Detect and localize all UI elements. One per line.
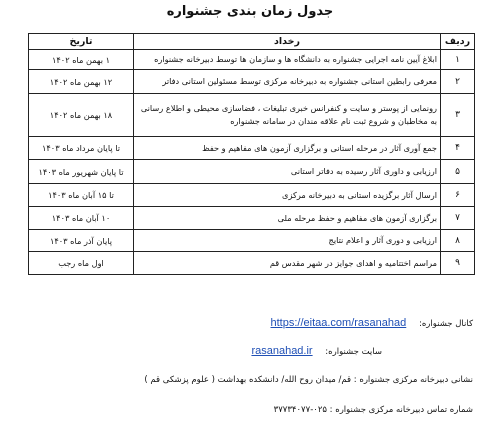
row-date: ۱۰ آبان ماه ۱۴۰۳ <box>29 207 134 230</box>
row-event: ارزیابی و دوری آثار و اعلام نتایج <box>134 230 441 252</box>
site-line <box>251 345 382 357</box>
phone-line: شماره تماس دبیرخانه مرکزی جشنواره : ۰۲۵-۳۷۷۳۴۰۷۷ <box>273 405 473 415</box>
row-number: ۶ <box>441 184 475 207</box>
row-date: ۱۲ بهمن ماه ۱۴۰۲ <box>29 70 134 94</box>
row-date: پایان آذر ماه ۱۴۰۳ <box>29 230 134 252</box>
row-date: تا ۱۵ آبان ماه ۱۴۰۳ <box>29 184 134 207</box>
row-event: جمع آوری آثار در مرحله استانی و برگزاری آزمون های مفاهیم و حفظ <box>134 137 441 160</box>
row-event: ابلاغ آیین نامه اجرایی جشنواره به دانشگاه ها و سازمان ها توسط دبیرخانه جشنواره <box>134 50 441 70</box>
row-number: ۹ <box>441 252 475 275</box>
table-row <box>29 230 475 252</box>
table-row <box>29 160 475 184</box>
row-number: ۲ <box>441 70 475 94</box>
table-row <box>29 70 475 94</box>
table-row <box>29 94 475 137</box>
row-date: ۱۸ بهمن ماه ۱۴۰۲ <box>29 94 134 137</box>
table-row <box>29 184 475 207</box>
row-number: ۴ <box>441 137 475 160</box>
row-event: برگزاری آزمون های مفاهیم و حفظ مرحله ملی <box>134 207 441 230</box>
site-label: سایت جشنواره: <box>325 347 382 357</box>
table-row <box>29 252 475 275</box>
table-row <box>29 50 475 70</box>
row-event: ارسال آثار برگزیده استانی به دبیرخانه مرکزی <box>134 184 441 207</box>
row-event: معرفی رابطین استانی جشنواره به دبیرخانه مرکزی توسط مسئولین استانی دفاتر <box>134 70 441 94</box>
row-number: ۸ <box>441 230 475 252</box>
row-event: رونمایی از پوستر و سایت و کنفرانس خبری تبلیغات ، فضاسازی محیطی و اطلاع رسانی به مخاطبان و شروع ثبت نام علاقه مندان در سامانه جشنواره <box>134 94 441 137</box>
row-date: اول ماه رجب <box>29 252 134 275</box>
row-number: ۳ <box>441 94 475 137</box>
row-number: ۱ <box>441 50 475 70</box>
channel-label: کانال جشنواره: <box>418 319 473 329</box>
row-number: ۵ <box>441 160 475 184</box>
site-link[interactable]: rasanahad.ir <box>251 345 313 357</box>
row-date: تا پایان شهریور ماه ۱۴۰۳ <box>29 160 134 184</box>
table-row <box>29 207 475 230</box>
header-date: تاریخ <box>29 34 134 50</box>
address-line: نشانی دبیرخانه مرکزی جشنواره : قم/ میدان روح الله/ دانشکده بهداشت ( علوم پزشکی قم ) <box>144 375 473 385</box>
row-event: مراسم اختتامیه و اهدای جوایز در شهر مقدس قم <box>134 252 441 275</box>
schedule-table <box>28 33 475 275</box>
row-number: ۷ <box>441 207 475 230</box>
table-header-row <box>29 34 475 50</box>
row-date: ۱ بهمن ماه ۱۴۰۲ <box>29 50 134 70</box>
row-event: ارزیابی و داوری آثار رسیده به دفاتر استانی <box>134 160 441 184</box>
channel-line <box>271 317 474 329</box>
row-date: تا پایان مرداد ماه ۱۴۰۳ <box>29 137 134 160</box>
channel-link[interactable]: https://eitaa.com/rasanahad <box>270 317 407 329</box>
header-event: رخداد <box>134 34 441 50</box>
page-title: جدول زمان بندی جشنواره <box>166 4 334 19</box>
header-row-number: ردیف <box>441 34 475 50</box>
table-row <box>29 137 475 160</box>
